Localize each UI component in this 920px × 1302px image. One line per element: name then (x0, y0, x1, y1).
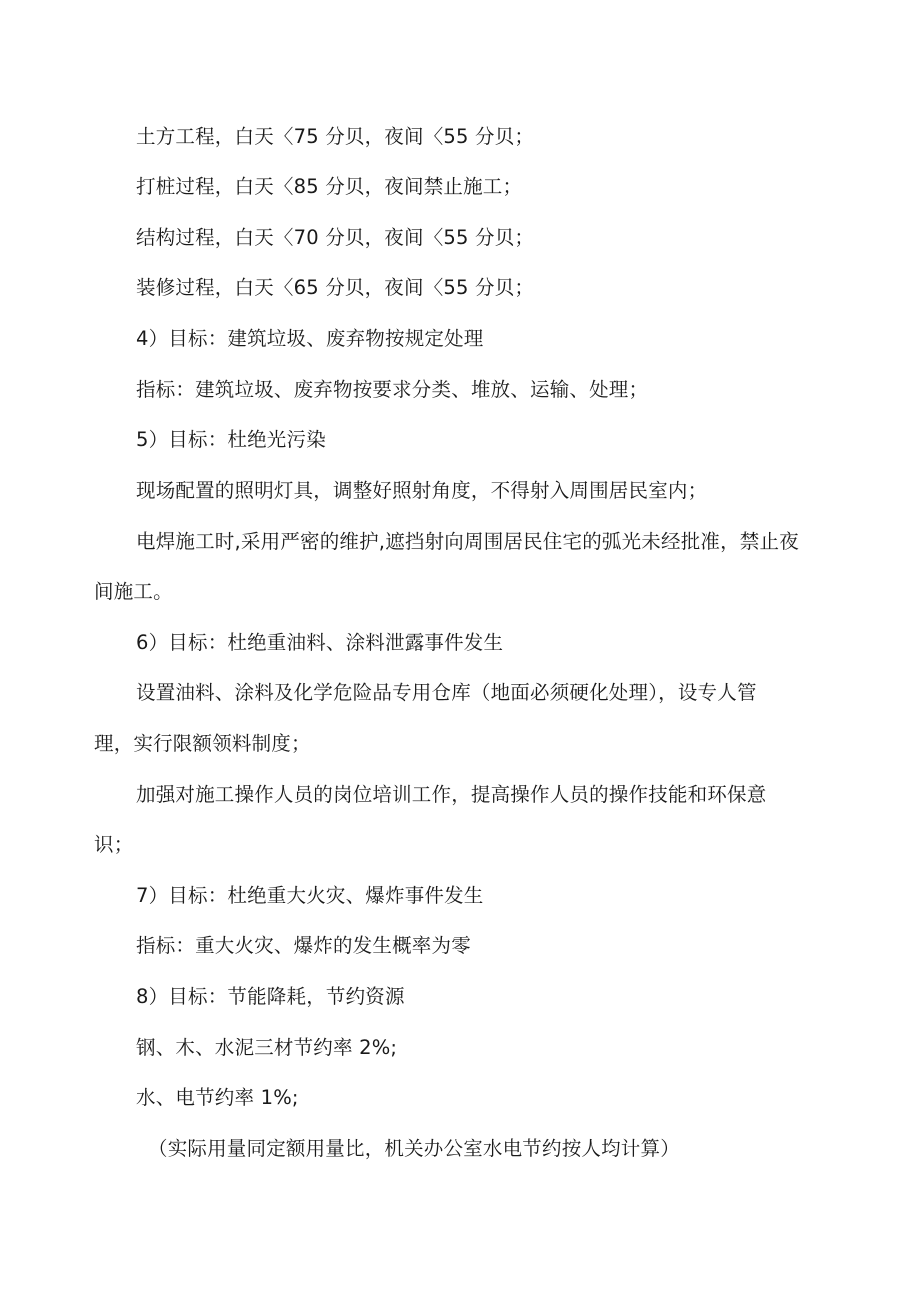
text-line-indicator-waste: 指标：建筑垃圾、废弃物按要求分类、堆放、运输、处理； (136, 378, 649, 401)
text-line-welding: 电焊施工时,采用严密的维护,遮挡射向周围居民住宅的弧光未经批准，禁止夜 (136, 530, 799, 553)
text-line-goal-6: 6）目标：杜绝重油料、涂料泄露事件发生 (136, 631, 504, 654)
text-line-piling-noise: 打桩过程，白天〈85 分贝，夜间禁止施工； (136, 175, 523, 198)
text-line-welding-cont: 间施工。 (94, 580, 173, 603)
text-line-warehouse-cont: 理，实行限额领料制度； (94, 732, 311, 755)
text-line-indicator-fire: 指标：重大火灾、爆炸的发生概率为零 (136, 934, 471, 957)
text-line-training: 加强对施工操作人员的岗位培训工作，提高操作人员的操作技能和环保意 (136, 783, 767, 806)
text-line-goal-4: 4）目标：建筑垃圾、废弃物按规定处理 (136, 327, 484, 350)
text-line-decoration-noise: 装修过程，白天〈65 分贝，夜间〈55 分贝； (136, 276, 535, 299)
text-line-structure-noise: 结构过程，白天〈70 分贝，夜间〈55 分贝； (136, 226, 535, 249)
text-line-goal-5: 5）目标：杜绝光污染 (136, 428, 326, 451)
text-line-water-power-saving: 水、电节约率 1%; (136, 1086, 299, 1109)
text-line-lighting: 现场配置的照明灯具，调整好照射角度，不得射入周围居民室内； (136, 479, 708, 502)
text-line-goal-7: 7）目标：杜绝重大火灾、爆炸事件发生 (136, 884, 484, 907)
text-line-warehouse: 设置油料、涂料及化学危险品专用仓库（地面必须硬化处理），设专人管 (136, 681, 757, 704)
text-line-earthwork-noise: 土方工程，白天〈75 分贝，夜间〈55 分贝； (136, 125, 535, 148)
text-line-materials-saving: 钢、木、水泥三材节约率 2%; (136, 1036, 398, 1059)
text-line-training-cont: 识； (94, 833, 134, 856)
text-line-note: （实际用量同定额用量比，机关办公室水电节约按人均计算） (148, 1137, 680, 1160)
text-line-goal-8: 8）目标：节能降耗，节约资源 (136, 985, 405, 1008)
